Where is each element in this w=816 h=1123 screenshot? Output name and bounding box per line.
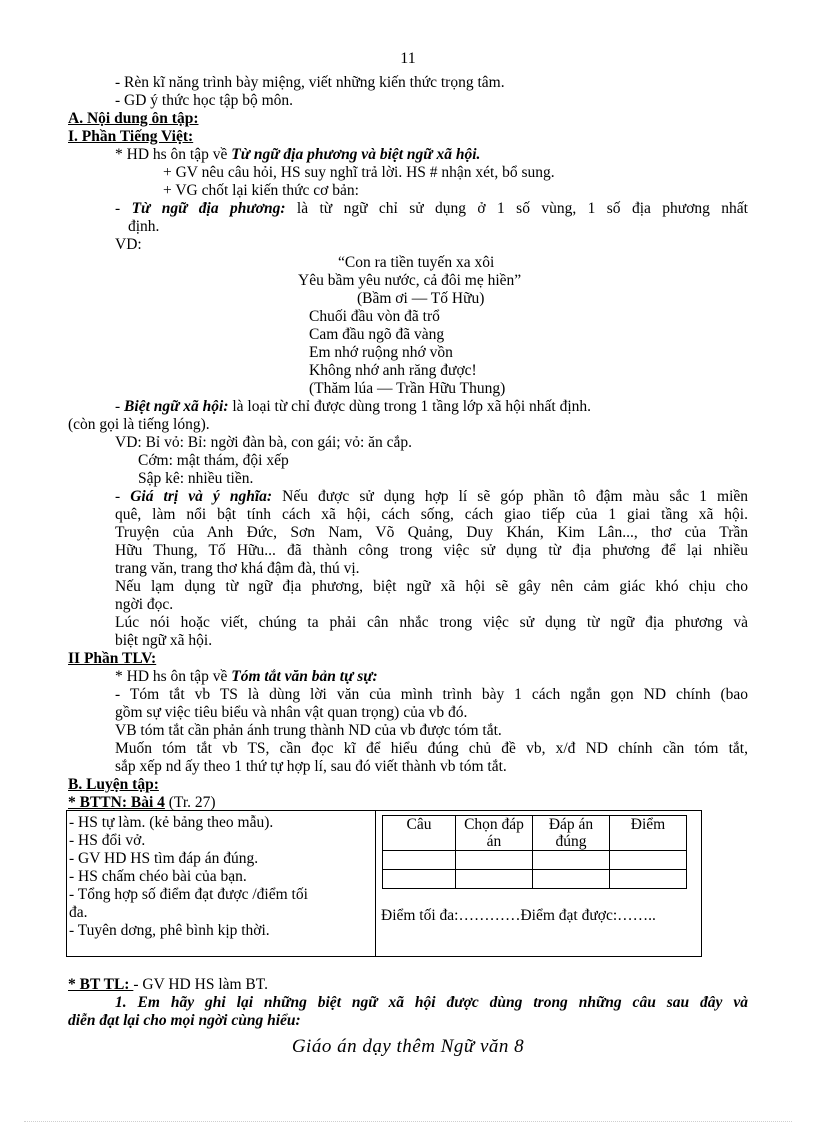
exercise-page-ref: (Tr. 27) — [164, 794, 216, 811]
dash: - — [115, 488, 131, 505]
paragraph-line: VB tóm tắt cần phản ánh trung thành ND của vb được tóm tắt. — [115, 722, 502, 739]
step-line: đa. — [69, 904, 88, 921]
table-cell[interactable] — [533, 851, 610, 870]
example-line: VD: Bỉ vỏ: Bỉ: ngời đàn bà, con gái; vỏ: ăn cắp. — [115, 434, 413, 451]
paragraph-text: Nếu được sử dụng hợp lí sẽ góp phần tô đậm màu sắc 1 miền — [272, 488, 749, 505]
instruction-text: * HD hs ôn tập về — [115, 146, 232, 163]
section-heading-i: I. Phần Tiếng Việt: — [68, 128, 194, 145]
table-cell[interactable] — [610, 851, 687, 870]
poem-line: Cam đầu ngõ đã vàng — [309, 326, 445, 343]
page-number: 11 — [400, 50, 416, 67]
paragraph-line: trang văn, trang thơ khá đậm đà, thú vị. — [115, 560, 360, 577]
term-slang: Biệt ngữ xã hội: — [124, 398, 229, 415]
paragraph-line: Hữu Thung, Tố Hữu... đã thành công trong việc sử dụng từ địa phương để lại nhiều — [115, 542, 748, 559]
table-cell[interactable] — [383, 851, 456, 870]
step-line: - GV HD HS tìm đáp án đúng. — [69, 850, 259, 867]
question-line: 1. Em hãy ghi lại những biệt ngữ xã hội được dùng trong những câu sau đây và — [115, 994, 748, 1011]
paragraph-line: gồm sự việc tiêu biểu và nhân vật quan trọng) của vb đó. — [115, 704, 468, 721]
header-score: Điểm — [610, 816, 687, 851]
poem-line: “Con ra tiền tuyến xa xôi — [338, 254, 495, 271]
paragraph-line: Truyện của Anh Đức, Sơn Nam, Võ Quảng, Duy Khán, Kim Lân..., thơ của Trần — [115, 524, 748, 541]
review-instruction — [115, 668, 378, 686]
written-exercise-heading — [68, 976, 268, 994]
poem-source: (Thăm lúa — Trần Hữu Thung) — [309, 380, 506, 397]
poem-line: Không nhớ anh răng được! — [309, 362, 477, 379]
dash: - — [115, 200, 132, 217]
exercise-label: * BTTN: Bài 4 — [68, 794, 165, 811]
term-local-words: Từ ngữ địa phương: — [131, 200, 286, 217]
written-exercise-label: * BT TL: — [68, 976, 134, 993]
paragraph-line: Nếu lạm dụng từ ngữ địa phương, biệt ngữ xã hội sẽ gây nên cảm giác khó chịu cho — [115, 578, 748, 595]
exercise-steps — [67, 811, 376, 956]
paragraph-line: - Tóm tắt vb TS là dùng lời văn của mình trình bày 1 cách ngắn gọn ND chính (bao — [115, 686, 748, 703]
paragraph-line: sắp xếp nd ấy theo 1 thứ tự hợp lí, sau đó viết thành vb tóm tắt. — [115, 758, 507, 775]
poem-source: (Bầm ơi — Tố Hữu) — [357, 290, 485, 307]
definition-text: là loại từ chỉ được dùng trong 1 tầng lớp xã hội nhất định. — [228, 398, 592, 415]
exercise-box — [66, 810, 702, 957]
written-exercise-text: - GV HD HS làm BT. — [133, 976, 268, 993]
question-line: diễn đạt lại cho mọi ngời cùng hiểu: — [68, 1012, 301, 1029]
instruction-text: * HD hs ôn tập về — [115, 668, 232, 685]
example-line: Sập kê: nhiều tiền. — [138, 470, 254, 487]
poem-line: Em nhớ ruộng nhớ vồn — [309, 344, 453, 361]
table-cell[interactable] — [533, 870, 610, 889]
definition-text: là từ ngữ chỉ sử dụng ở 1 số vùng, 1 số địa phương nhất — [285, 200, 748, 217]
step-line: - Tổng hợp số điểm đạt được /điểm tối — [69, 886, 308, 903]
section-heading-a: A. Nội dung ôn tập: — [68, 110, 199, 127]
score-line: Điểm tối đa:…………Điểm đạt được:…….. — [381, 907, 656, 924]
instruction-topic: Từ ngữ địa phương và biệt ngữ xã hội. — [231, 146, 481, 163]
instruction-topic: Tóm tắt văn bản tự sự: — [231, 668, 378, 685]
definition-cont: (còn gọi là tiếng lóng). — [68, 416, 210, 433]
step-line: - Tuyên dơng, phê bình kịp thời. — [69, 922, 270, 939]
section-heading-b: B. Luyện tập: — [68, 776, 159, 793]
table-cell[interactable] — [610, 870, 687, 889]
dash: - — [115, 398, 125, 415]
table-row — [383, 851, 687, 870]
review-instruction — [115, 146, 480, 164]
paragraph-line: Lúc nói hoặc viết, chúng ta phải cân nhắc trong việc sử dụng từ ngữ địa phương và — [115, 614, 748, 631]
poem-line: Chuối đầu vòn đã trổ — [309, 308, 440, 325]
poem-line: Yêu bầm yêu nước, cả đôi mẹ hiền” — [298, 272, 522, 289]
header-chosen-answer: Chọn đáp án — [456, 816, 533, 851]
activity-line: + VG chốt lại kiến thức cơ bản: — [163, 182, 359, 199]
paragraph-line: Muốn tóm tắt vb TS, cần đọc kĩ để hiểu đúng chủ đề vb, x/đ ND chính cần tóm tắt, — [115, 740, 748, 757]
section-heading-ii: II Phần TLV: — [68, 650, 157, 667]
page-bottom-divider — [24, 1121, 792, 1122]
table-cell[interactable] — [456, 870, 533, 889]
table-header-row — [383, 816, 687, 851]
objective-line: - Rèn kĩ năng trình bày miệng, viết những kiến thức trọng tâm. — [115, 74, 505, 91]
table-row — [383, 870, 687, 889]
step-line: - HS chấm chéo bài của bạn. — [69, 868, 247, 885]
definition-slang — [115, 398, 591, 416]
value-meaning — [115, 488, 748, 506]
header-correct-answer: Đáp án đúng — [533, 816, 610, 851]
answer-table — [382, 815, 687, 889]
paragraph-line: biệt ngữ xã hội. — [115, 632, 213, 649]
paragraph-line: quê, làm nổi bật tính cách xã hội, cách sống, cách giao tiếp của 1 giai tầng xã hội. — [115, 506, 748, 523]
term-value-meaning: Giá trị và ý nghĩa: — [130, 488, 273, 505]
page-footer: Giáo án dạy thêm Ngữ văn 8 — [291, 1036, 525, 1057]
answer-sheet — [376, 811, 701, 956]
objective-line: - GD ý thức học tập bộ môn. — [115, 92, 294, 109]
step-line: - HS tự làm. (kẻ bảng theo mẫu). — [69, 814, 274, 831]
definition-local-words — [115, 200, 748, 218]
example-label: VD: — [115, 236, 142, 253]
table-cell[interactable] — [456, 851, 533, 870]
table-cell[interactable] — [383, 870, 456, 889]
definition-cont: định. — [128, 218, 160, 235]
step-line: - HS đổi vở. — [69, 832, 146, 849]
example-line: Cớm: mật thám, đội xếp — [138, 452, 289, 469]
header-question: Câu — [383, 816, 456, 851]
activity-line: + GV nêu câu hỏi, HS suy nghĩ trả lời. HS # nhận xét, bổ sung. — [163, 164, 555, 181]
paragraph-line: ngời đọc. — [115, 596, 174, 613]
